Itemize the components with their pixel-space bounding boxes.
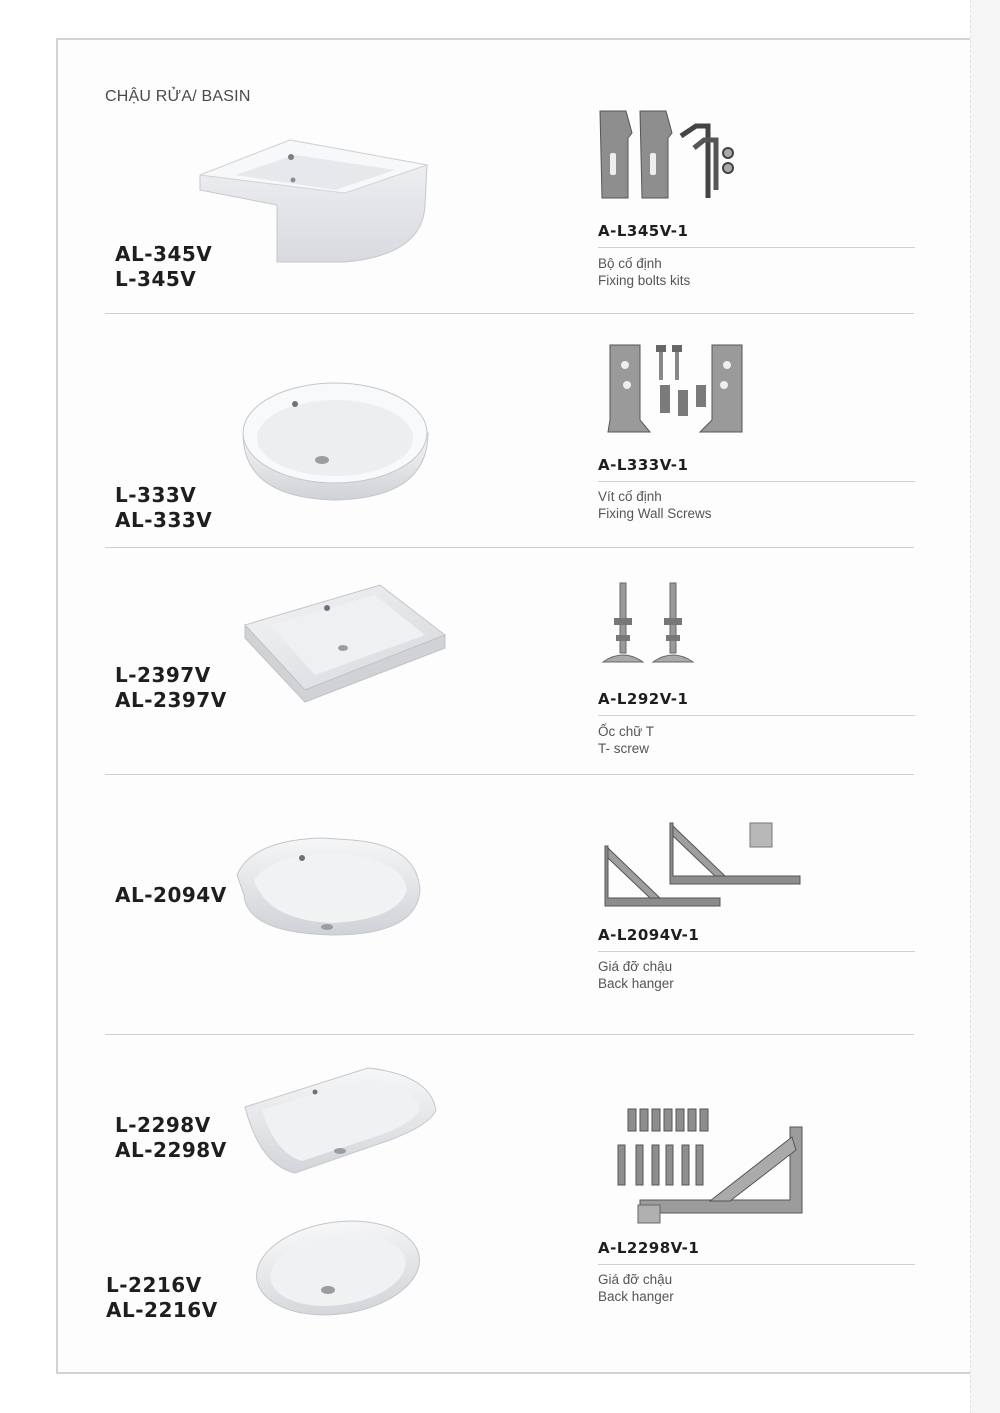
accessory-code: A-L333V-1: [598, 456, 689, 474]
model-code: L-2397V: [115, 663, 211, 687]
model-code: AL-2094V: [115, 883, 227, 907]
basin-image-undercounter-oval: [252, 1218, 424, 1320]
accessory-rule: [598, 481, 915, 482]
accessory-desc-vi: Bộ cố định: [598, 256, 662, 271]
row-divider: [105, 313, 914, 314]
accessory-code: A-L2094V-1: [598, 926, 700, 944]
accessory-rule: [598, 247, 915, 248]
model-code: L-333V: [115, 483, 197, 507]
accessory-rule: [598, 951, 915, 952]
model-codes-row-3: [115, 663, 227, 713]
accessory-description: [598, 958, 674, 992]
row-divider: [105, 547, 914, 548]
basin-image-rectangular-countertop: [240, 580, 450, 705]
model-code: AL-345V: [115, 242, 213, 266]
accessory-desc-en: Back hanger: [598, 1289, 674, 1304]
accessory-desc-vi: Giá đỡ chậu: [598, 959, 673, 974]
model-codes-row-4: [115, 883, 227, 908]
accessory-code: A-L2298V-1: [598, 1239, 700, 1257]
basin-image-round-vessel: [238, 378, 433, 503]
model-code: L-2216V: [106, 1273, 202, 1297]
fixing-wall-screws-image: [600, 340, 750, 435]
accessory-desc-vi: Vít cố định: [598, 489, 662, 504]
back-hanger-bolts-image: [610, 1105, 810, 1227]
model-code: L-345V: [115, 267, 197, 291]
accessory-description: [598, 723, 654, 757]
accessory-description: [598, 1271, 674, 1305]
accessory-description: [598, 488, 712, 522]
accessory-desc-en: Back hanger: [598, 976, 674, 991]
accessory-code: A-L345V-1: [598, 222, 689, 240]
model-code: AL-2397V: [115, 688, 227, 712]
model-codes-row-2: [115, 483, 212, 533]
model-codes-row-5a: [115, 1113, 227, 1163]
section-title: CHẬU RỬA/ BASIN: [105, 88, 251, 105]
model-codes-row-5b: [106, 1273, 218, 1323]
row-divider: [105, 774, 914, 775]
accessory-rule: [598, 715, 915, 716]
accessory-description: [598, 255, 690, 289]
accessory-rule: [598, 1264, 915, 1265]
accessory-desc-vi: Ốc chữ T: [598, 724, 655, 739]
fixing-bolts-kit-image: [596, 108, 746, 203]
t-screw-image: [600, 580, 700, 668]
accessory-desc-vi: Giá đỡ chậu: [598, 1272, 673, 1287]
accessory-desc-en: Fixing bolts kits: [598, 273, 691, 288]
accessory-code: A-L292V-1: [598, 690, 689, 708]
model-code: AL-2216V: [106, 1298, 218, 1322]
model-code: AL-2298V: [115, 1138, 227, 1162]
model-code: AL-333V: [115, 508, 213, 532]
accessory-desc-en: T- screw: [598, 741, 650, 756]
model-code: L-2298V: [115, 1113, 211, 1137]
basin-image-semi-recessed: [195, 135, 435, 270]
page-edge-strip: [970, 0, 1000, 1413]
row-divider: [105, 1034, 914, 1035]
accessory-desc-en: Fixing Wall Screws: [598, 506, 712, 521]
basin-image-wall-hung: [232, 835, 424, 940]
basin-image-undercounter-rectangular: [240, 1065, 440, 1177]
back-hanger-image: [600, 818, 805, 910]
